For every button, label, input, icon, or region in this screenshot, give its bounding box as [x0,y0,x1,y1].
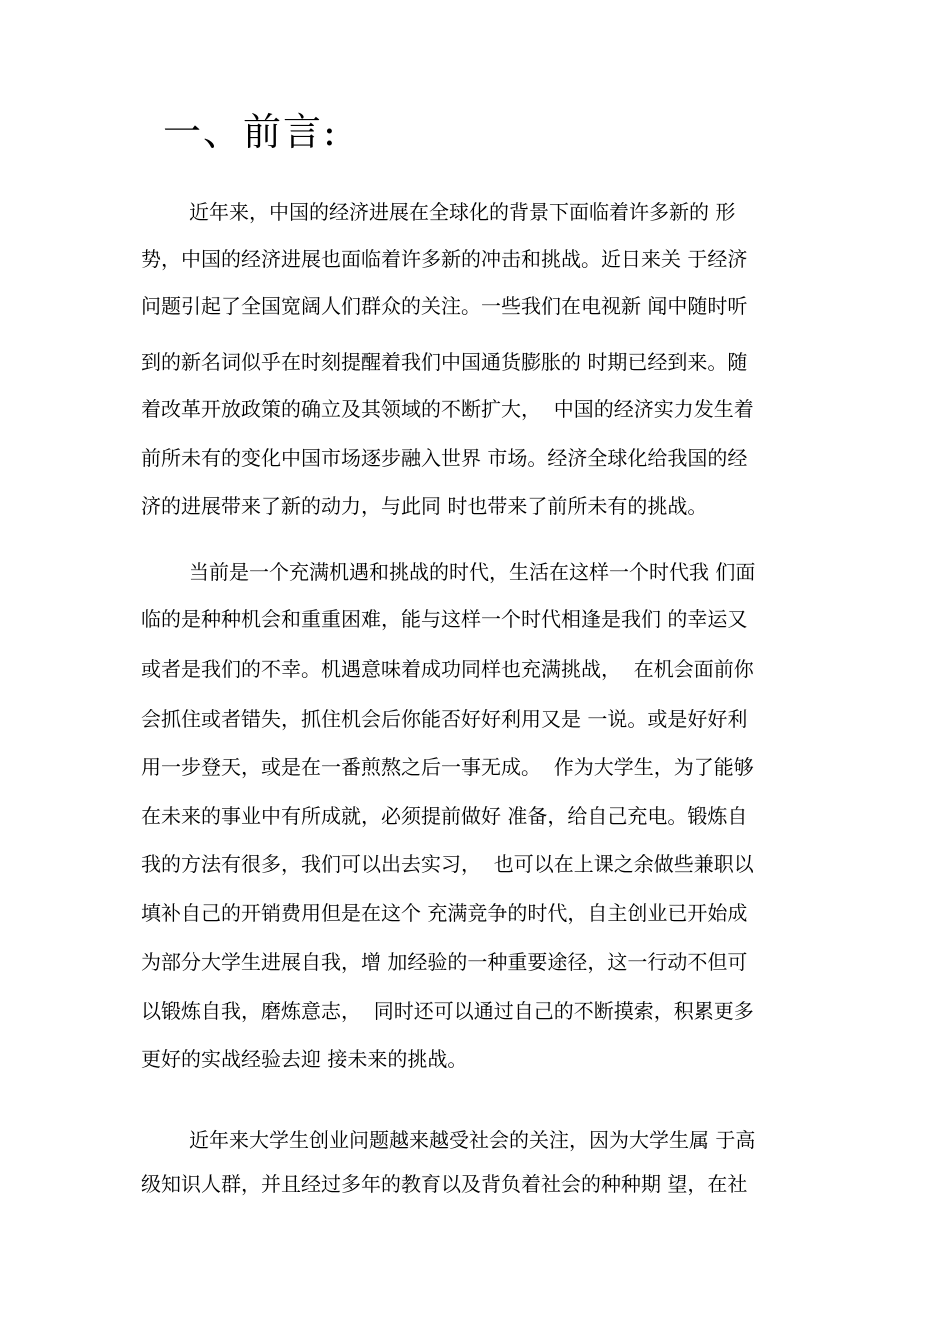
section-heading: 一、前言: [163,110,338,154]
paragraph-line: 为部分大学生进展自我，增 加经验的一种重要途径，这一行动不但可 [141,950,748,974]
paragraph-line: 当前是一个充满机遇和挑战的时代，生活在这样一个时代我 们面 [189,560,756,584]
paragraph-line: 或者是我们的不幸。机遇意味着成功同样也充满挑战， 在机会面前你 [141,657,754,681]
paragraph-line: 在未来的事业中有所成就，必须提前做好 准备，给自己充电。锻炼自 [141,804,748,828]
paragraph-line: 着改革开放政策的确立及其领域的不断扩大， 中国的经济实力发生着 [141,397,754,421]
paragraph-line: 前所未有的变化中国市场逐步融入世界 市场。经济全球化给我国的经 [141,446,748,470]
paragraph-line: 以锻炼自我，磨炼意志， 同时还可以通过自己的不断摸索，积累更多 [141,999,754,1023]
paragraph-line: 填补自己的开销费用但是在这个 充满竞争的时代，自主创业已开始成 [141,901,748,925]
paragraph-line: 近年来大学生创业问题越来越受社会的关注，因为大学生属 于高 [189,1128,756,1152]
paragraph-line: 临的是种种机会和重重困难，能与这样一个时代相逢是我们 的幸运又 [141,607,748,631]
paragraph-line: 会抓住或者错失，抓住机会后你能否好好利用又是 一说。或是好好利 [141,707,748,731]
paragraph-line: 到的新名词似乎在时刻提醒着我们中国通货膨胀的 时期已经到来。随 [141,350,748,374]
paragraph-line: 更好的实战经验去迎 接未来的挑战。 [141,1047,468,1071]
paragraph-line: 级知识人群，并且经过多年的教育以及背负着社会的种种期 望，在社 [141,1172,748,1196]
paragraph-line: 济的进展带来了新的动力，与此同 时也带来了前所未有的挑战。 [141,494,708,518]
paragraph-line: 问题引起了全国宽阔人们群众的关注。一些我们在电视新 闻中随时听 [141,294,748,318]
paragraph-line: 势，中国的经济进展也面临着许多新的冲击和挑战。近日来关 于经济 [141,247,748,271]
paragraph-line: 近年来，中国的经济进展在全球化的背景下面临着许多新的 形 [189,200,736,224]
paragraph-line: 我的方法有很多，我们可以出去实习， 也可以在上课之余做些兼职以 [141,852,754,876]
paragraph-line: 用一步登天，或是在一番煎熬之后一事无成。 作为大学生，为了能够 [141,755,754,779]
